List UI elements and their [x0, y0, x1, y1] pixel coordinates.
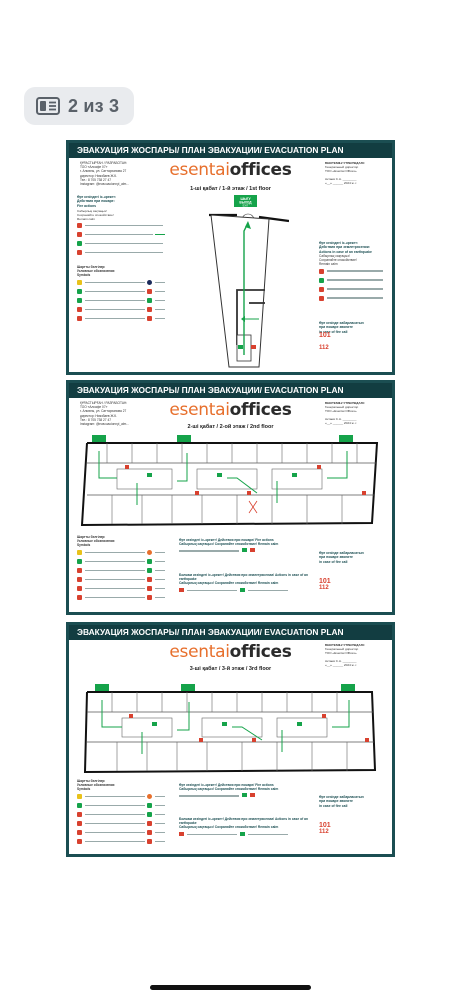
- evacuation-plan-2[interactable]: [66, 380, 395, 615]
- symbols-legend: Шартты белгілер: Условные обозначения: Symbols: [77, 777, 165, 846]
- floor-title: 2-ші қабат / 2-ой этаж / 2nd floor: [187, 424, 274, 430]
- brand-logo: esentaioffices: [169, 642, 292, 662]
- approval-block: БЕКІТЕМІН/ УТВЕРЖДАЮ: Генеральный директор ТОО «Esentai Offices» Актаев С.А. ________ «__» ______ 2024 ж. г.: [325, 643, 365, 668]
- fire-actions-text: Өрт кезіндегі іс-әрекет! Действия при пожаре/ Fire actions Сабырлық сақтаңыз! Сохраняйте спокойствие! Remain calm: [179, 538, 319, 552]
- floor-plan-2: [77, 433, 387, 533]
- floor-plan-1: [189, 195, 289, 373]
- fire-number: 101: [319, 577, 331, 585]
- fire-call-info: Өрт кезінде хабарласатын при пожаре звоните in case of fire call 101 112: [319, 321, 385, 350]
- fire-call-info: Өрт кезінде хабарласатын при пожаре звоните in case of fire call 101 112: [319, 795, 385, 834]
- status-area: [0, 0, 461, 86]
- home-indicator[interactable]: [150, 985, 311, 990]
- fire-call-info: Өрт кезінде хабарласатын при пожаре звоните in case of fire call 101 112: [319, 551, 385, 590]
- approval-block: БЕКІТЕМІН/ УТВЕРЖДАЮ: Генеральный директор ТОО «Esentai Offices» Актаев С.А. ________ «__» ______ 2024 ж. г.: [325, 161, 365, 186]
- fire-actions-text: Өрт кезіндегі іс-әрекет! Действия при пожаре/ Fire actions Сабырлық сақтаңыз! Сохраняйте спокойствие! Remain calm: [179, 783, 319, 797]
- plan-header: ЭВАКУАЦИЯ ЖОСПАРЫ/ ПЛАН ЭВАКУАЦИИ/ EVACUATION PLAN: [69, 143, 392, 158]
- emergency-number: 112: [319, 345, 329, 352]
- plan-header: ЭВАКУАЦИЯ ЖОСПАРЫ/ ПЛАН ЭВАКУАЦИИ/ EVACUATION PLAN: [69, 383, 392, 398]
- evacuation-plan-1[interactable]: [66, 140, 395, 375]
- page-counter: 2 из 3: [68, 95, 120, 116]
- emergency-number: 112: [319, 585, 329, 592]
- evacuation-plan-3[interactable]: [66, 622, 395, 857]
- developer-info: ҚҰРАСТЫРҒАН / РАЗРАБОТАН: ТОО «Алсафе 07» г. Алматы, ул. Саттарханова 27 директор: Ниязбаев Ж.К. Тел.: 8 705 738 27 47 Instagram: @evacuacionnyi_alm...: [80, 161, 129, 187]
- floor-plan-3: [77, 680, 387, 780]
- svg-text:ВЫХОД: ВЫХОД: [239, 200, 252, 205]
- emergency-actions: Өрт кезіндегі іс-әрекет: Действия при землетрясении: Actions in case of an earthquake Сабырлық сақтаңыз! Сохраняйте спокойствие! Remain calm: [319, 241, 385, 303]
- fire-number: 101: [319, 821, 331, 829]
- earthquake-actions-text: Болжам кезіндегі іс-әрекет! Действия при землетрясении/ Actions in case of an earthquake Сабырлық сақтаңыз! Сохраняйте спокойствие! Remain calm: [179, 817, 319, 836]
- gallery-icon: [36, 97, 60, 115]
- plan-header: ЭВАКУАЦИЯ ЖОСПАРЫ/ ПЛАН ЭВАКУАЦИИ/ EVACUATION PLAN: [69, 625, 392, 640]
- earthquake-actions-text: Болжам кезіндегі іс-әрекет! Действия при землетрясении/ Actions in case of an earthquake Сабырлық сақтаңыз! Сохраняйте спокойствие! Remain calm: [179, 573, 319, 592]
- brand-logo: esentaioffices: [169, 160, 292, 180]
- emergency-number: 112: [319, 829, 329, 836]
- floor-title: 3-ші қабат / 3-й этаж / 3rd floor: [189, 666, 272, 672]
- svg-text:EXIT: EXIT: [242, 204, 249, 208]
- svg-text:ШЫҒУ: ШЫҒУ: [240, 197, 251, 201]
- symbols-legend: Шартты белгілер: Условные обозначения: Symbols: [77, 533, 165, 602]
- floor-title: 1-ші қабат / 1-й этаж / 1st floor: [190, 186, 271, 192]
- fire-number: 101: [319, 331, 331, 339]
- page-indicator[interactable]: [24, 87, 134, 125]
- fire-actions-legend: Өрт кезіндегі іс-әрекет: Действия при пожаре: Fire actions Сабырлық сақтаңыз! Сохраняйте спокойствие! Remain calm Шартты белгілер: Условные обозначения: Symbols: [77, 195, 165, 323]
- brand-logo: esentaioffices: [169, 400, 292, 420]
- developer-info: ҚҰРАСТЫРҒАН / РАЗРАБОТАН: ТОО «Алсафе 07» г. Алматы, ул. Саттарханова 27 директор: Ниязбаев Ж.К. Тел.: 8 705 738 27 47 Instagram: @evacuacionnyi_alm...: [80, 401, 129, 427]
- approval-block: БЕКІТЕМІН/ УТВЕРЖДАЮ: Генеральный директор ТОО «Esentai Offices» Актаев С.А. ________ «__» ______ 2024 ж. г.: [325, 401, 365, 426]
